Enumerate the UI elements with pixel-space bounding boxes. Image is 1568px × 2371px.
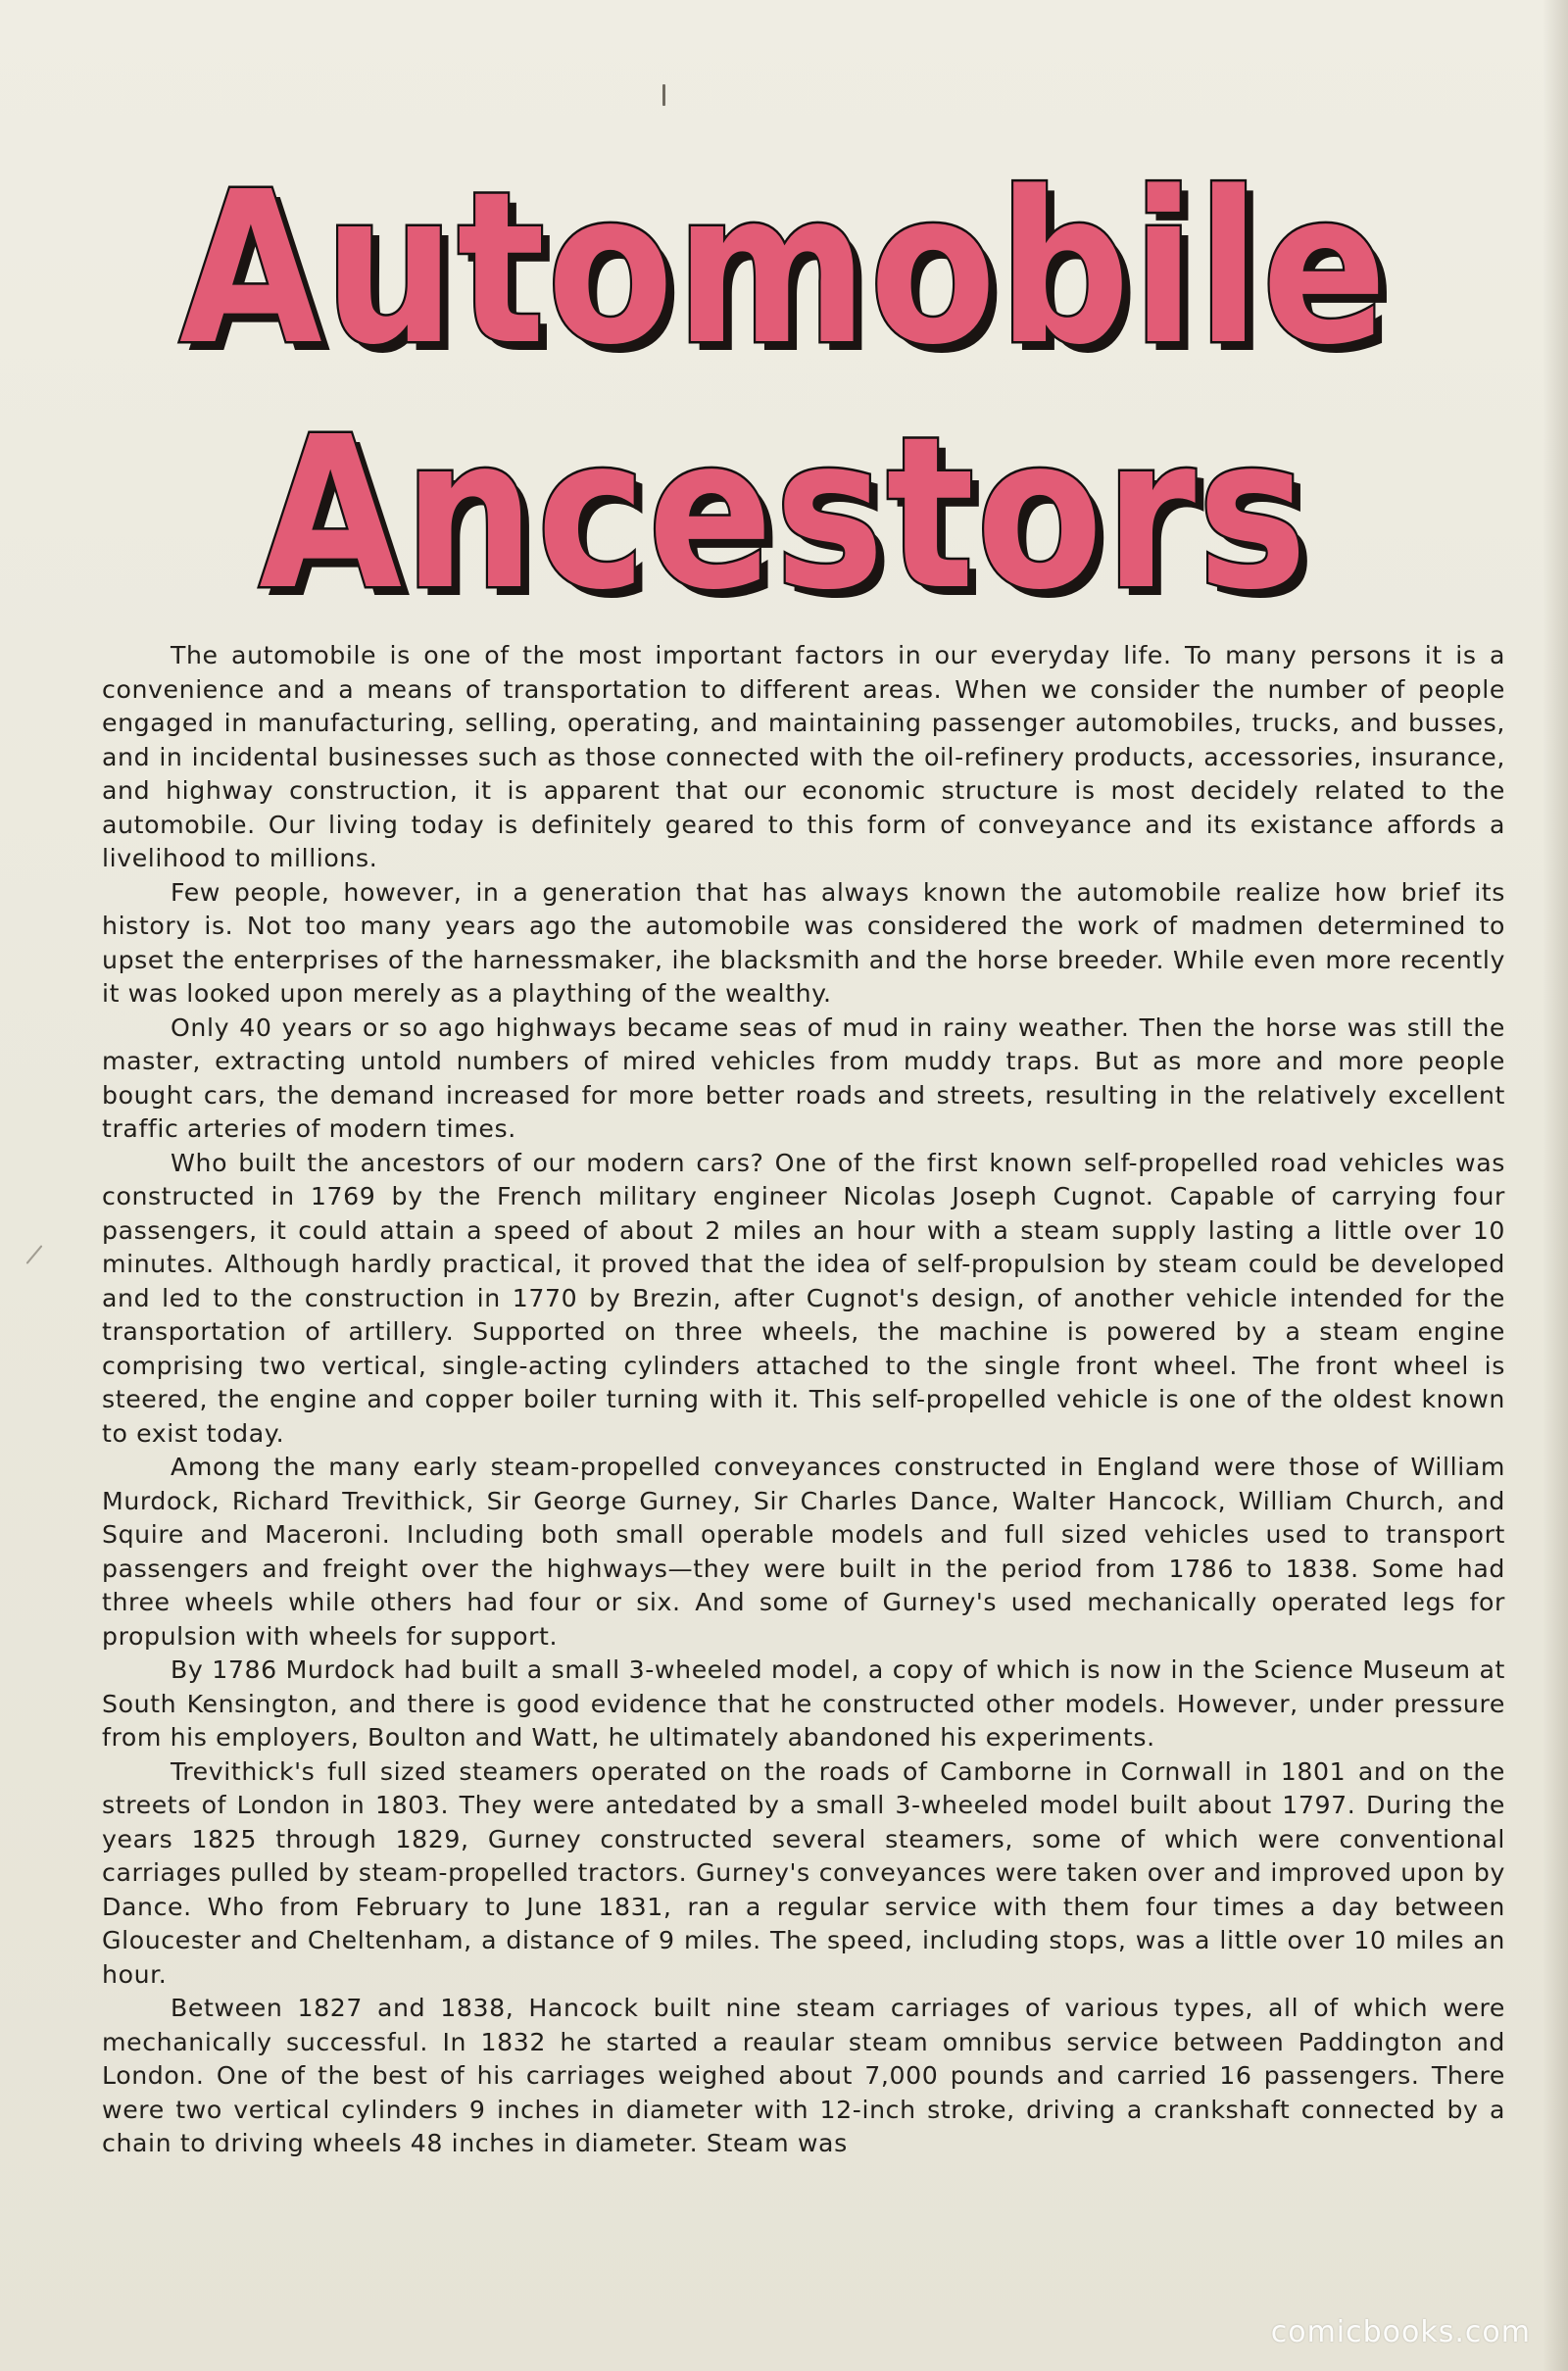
article-paragraph: Trevithick's full sized steamers operated on the roads of Camborne in Cornwall in 1801 and on the streets of London in 1803. They were antedated by a small 3-wheeled model built about 1797. During the years 1825 through 1829, Gurney constructed several steamers, some of which were conventional carriages pulled by steam-propelled tractors. Gurney's conveyances were taken over and improved upon by Dance. Who from February to June 1831, ran a regular service with them four times a day between Gloucester and Cheltenham, a distance of 9 miles. The speed, including stops, was a little over 10 miles an hour. [102,1756,1505,1989]
print-speck [26,1245,43,1264]
article-paragraph: Only 40 years or so ago highways became seas of mud in rainy weather. Then the horse was still the master, extracting untold numbers of mired vehicles from muddy traps. But as more and more people bought cars, the demand increased for more better roads and streets, resulting in the relatively excellent traffic arteries of modern times. [102,1013,1505,1143]
page-title-line-2: Ancestors [259,392,1309,636]
article-body [102,639,1505,2161]
article-paragraph: Between 1827 and 1838, Hancock built nine steam carriages of various types, all of which were mechanically successful. In 1832 he started a reaular steam omnibus service between Paddington and London. One of the best of his carriages weighed about 7,000 pounds and carried 16 passengers. There were two vertical cylinders 9 inches in diameter with 12-inch stroke, driving a crankshaft connected by a chain to driving wheels 48 inches in diameter. Steam was [102,1994,1505,2157]
article-paragraph: By 1786 Murdock had built a small 3-wheeled model, a copy of which is now in the Science Museum at South Kensington, and there is good evidence that he constructed other models. However, under pressure from his employers, Boulton and Watt, he ultimately abandoned his experiments. [102,1655,1505,1752]
article-paragraph: Among the many early steam-propelled conveyances constructed in England were those of William Murdock, Richard Trevithick, Sir George Gurney, Sir Charles Dance, Walter Hancock, William Church, and Squire and Maceroni. Including both small operable models and full sized vehicles used to transport passengers and freight over the highways—they were built in the period from 1786 to 1838. Some had three wheels while others had four or six. And some of Gurney's used mechanically operated legs for propulsion with wheels for support. [102,1453,1505,1651]
site-watermark: comicbooks.com [1270,2315,1531,2349]
article-paragraph: The automobile is one of the most important factors in our everyday life. To many persons it is a convenience and a means of transportation to different areas. When we consider the number of people engaged in manufacturing, selling, operating, and maintaining passenger automobiles, trucks, and busses, and in incidental businesses such as those connected with the oil-refinery products, accessories, insurance, and highway construction, it is apparent that our economic structure is most decidely related to the automobile. Our living today is definitely geared to this form of conveyance and its existance affords a livelihood to millions. [102,641,1505,872]
page-edge-shadow [1543,0,1568,2371]
article-paragraph: Who built the ancestors of our modern cars? One of the first known self-propelled road vehicles was constructed in 1769 by the French military engineer Nicolas Joseph Cugnot. Capable of carrying four passengers, it could attain a speed of about 2 miles an hour with a steam supply lasting a little over 10 minutes. Although hardly practical, it proved that the idea of self-propulsion by steam could be developed and led to the construction in 1770 by Brezin, after Cugnot's design, of another vehicle intended for the transportation of artillery. Supported on three wheels, the machine is powered by a steam engine comprising two vertical, single-acting cylinders attached to the single front wheel. The front wheel is steered, the engine and copper boiler turning with it. This self-propelled vehicle is one of the oldest known to exist today. [102,1148,1505,1448]
print-speck [662,84,665,106]
article-paragraph: Few people, however, in a generation that has always known the automobile realize how brief its history is. Not too many years ago the automobile was considered the work of madmen determined to upset the enterprises of the harnessmaker, ihe blacksmith and the horse breeder. While even more recently it was looked upon merely as a plaything of the wealthy. [102,877,1505,1008]
page-title-line-1: Automobile [178,147,1390,391]
